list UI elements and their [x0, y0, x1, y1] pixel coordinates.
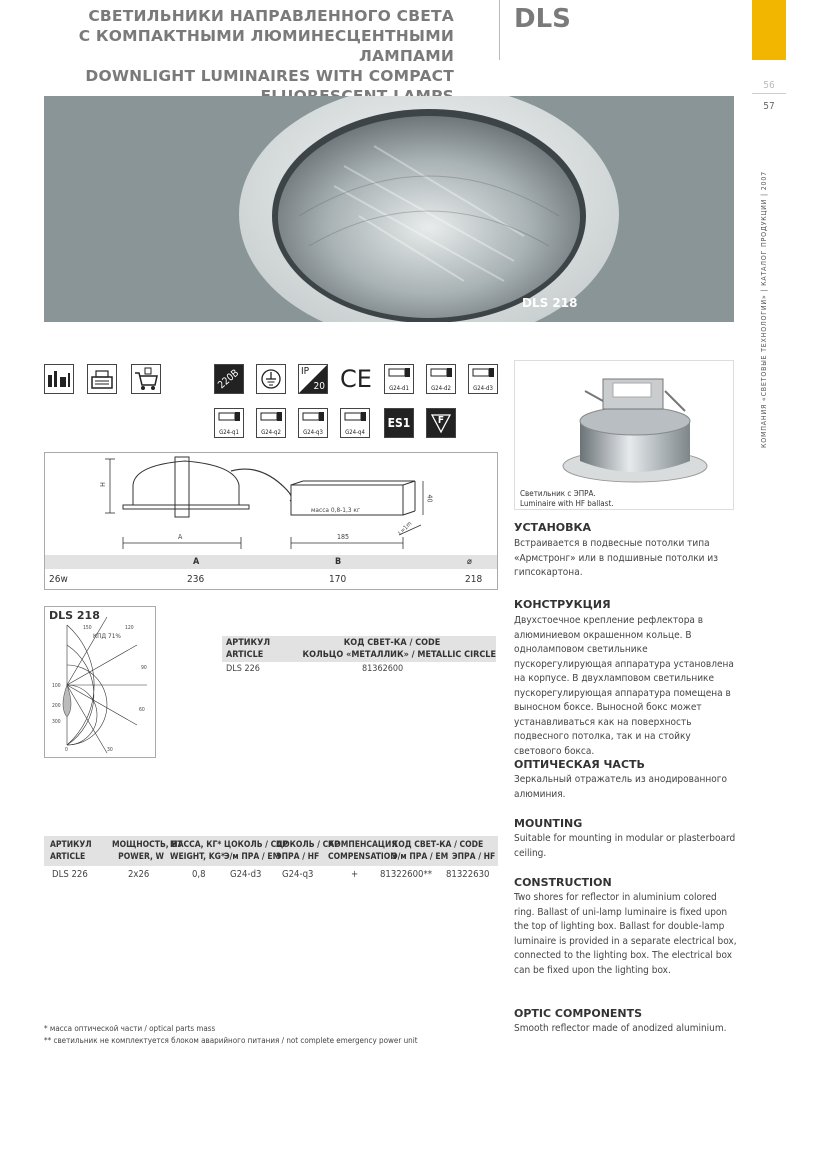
dimension-drawing — [44, 452, 498, 590]
cable-length-label: L=1m — [396, 520, 414, 537]
lamp-g24d2-icon: G24-d2 — [426, 364, 456, 394]
ce-icon: CE — [340, 365, 372, 393]
polar-diagram: DLS 218 КПД 71% 150 120 90 60 100 200 300 0 30 — [44, 606, 156, 758]
footnote: ** светильник не комплектуется блоком аварийного питания / not complete emergency power unit — [44, 1036, 418, 1045]
box-length-label: 185 — [337, 533, 350, 541]
section-heading: КОНСТРУКЦИЯ — [514, 598, 611, 611]
ballast-photo-caption: Светильник с ЭПРА. Luminaire with HF ballast. — [520, 489, 614, 508]
dimension-sketch — [45, 453, 497, 553]
efficiency-label: КПД 71% — [93, 632, 121, 640]
dimension-table-header: A B ⌀ — [45, 555, 497, 569]
diameter-icon: ⌀ — [467, 557, 472, 567]
f-mark-icon: F — [426, 408, 456, 438]
code-table-header: АРТИКУЛ ARTICLE КОД СВЕТ-КА / CODE КОЛЬЦО «МЕТАЛЛИК» / METALLIC CIRCLE — [222, 636, 496, 662]
spec-table-header: АРТИКУЛ ARTICLE МОЩНОСТЬ, ВТ POWER, W МАССА, КГ* WEIGHT, KG* ЦОКОЛЬ / CAP Э/м ПРА / EM ЦОКОЛЬ / CAP ЭПРА / HF КОМПЕНСАЦИЯ COMPENSATION КОД СВЕТ-КА / CODE Э/м ПРА / EM ЭПРА / HF — [44, 836, 498, 866]
section-heading: MOUNTING — [514, 817, 583, 830]
section-text: Two shores for reflector in aluminium colored ring. Ballast of uni-lamp luminaire is fixed upon the top of lighting box. Ballast for double-lamp luminaire is provided in a separate electrical box, connected to the lighting box. The electrical box can be fixed upon the lighting box. — [514, 892, 737, 976]
es1-icon: ES1 — [384, 408, 414, 438]
section-text: Suitable for mounting in modular or plasterboard ceiling. — [514, 833, 736, 859]
page-number-prev: 56 — [763, 80, 775, 91]
series-name: DLS — [514, 4, 571, 34]
shopping-cart-icon — [131, 364, 161, 394]
ballast-luminaire-illustration — [515, 361, 734, 510]
lamp-g24d1-icon: G24-d1 — [384, 364, 414, 394]
polar-grid — [45, 607, 155, 757]
page-number-divider — [752, 93, 786, 94]
mounting-icon — [44, 364, 74, 394]
lamp-g24q2-icon: G24-q2 — [256, 408, 286, 438]
lamp-g24q4-icon: G24-q4 — [340, 408, 370, 438]
section-text: Зеркальный отражатель из анодированного алюминия. — [514, 774, 727, 800]
lamp-g24q3-icon: G24-q3 — [298, 408, 328, 438]
footnote: * масса оптической части / optical parts mass — [44, 1024, 216, 1033]
product-photo — [44, 96, 734, 322]
voltage-icon: 220B — [214, 364, 244, 394]
section-text: Двухстоечное крепление рефлектора в алюминиевом окрашенном кольце. В одноламповом светильнике пускорегулирующая аппаратура установлена на корпусе. В двухламповом светильнике пускорегулирующая аппаратура помещена в выносном боксе. Выносной бокс может устанавливаться как на поверхность подвесного потолка, так и на стойку светового бокса. — [514, 615, 734, 757]
page-number: 57 — [763, 101, 775, 112]
section-heading: OPTIC COMPONENTS — [514, 1007, 643, 1020]
width-a-label: A — [178, 533, 183, 541]
section-tab — [752, 0, 786, 60]
lamp-g24d3-icon: G24-d3 — [468, 364, 498, 394]
table-row: DLS 226 81362600 — [226, 664, 404, 674]
photo-label: DLS 218 — [522, 296, 578, 310]
section-text: Smooth reflector made of anodized aluminium. — [514, 1023, 727, 1034]
code-table — [222, 636, 496, 676]
header-divider — [499, 0, 500, 60]
ip-icon: IP 20 — [298, 364, 328, 394]
earth-icon — [256, 364, 286, 394]
section-heading: УСТАНОВКА — [514, 521, 592, 534]
table-row: DLS 226 2x26 0,8 G24-d3 G24-q3 + 81322600** 81322630 — [52, 869, 490, 880]
cash-register-icon — [87, 364, 117, 394]
section-text: Встраивается в подвесные потолки типа «Армстронг» или в подшивные потолки из гипсокартона. — [514, 538, 718, 578]
ballast-photo — [514, 360, 734, 510]
vertical-catalog-text: КОМПАНИЯ «СВЕТОВЫЕ ТЕХНОЛОГИИ» | КАТАЛОГ ПРОДУКЦИИ | 2007 — [760, 171, 768, 448]
box-mass-label: масса 0,8-1,3 кг — [311, 506, 361, 514]
box-height-label: 40 — [425, 494, 434, 503]
spec-table — [44, 836, 498, 882]
page-title: СВЕТИЛЬНИКИ НАПРАВЛЕННОГО СВЕТА С КОМПАКТНЫМИ ЛЮМИНЕСЦЕНТНЫМИ ЛАМПАМИ DOWNLIGHT LUMINAIRES WITH COMPACT — [78, 7, 454, 85]
lamp-g24q1-icon: G24-q1 — [214, 408, 244, 438]
section-heading: ОПТИЧЕСКАЯ ЧАСТЬ — [514, 758, 645, 771]
table-row: 26w 236 170 218 — [49, 574, 483, 585]
section-heading: CONSTRUCTION — [514, 876, 612, 889]
height-label: H — [98, 482, 107, 487]
polar-title: DLS 218 — [49, 609, 100, 622]
downlight-photo-illustration — [44, 96, 734, 322]
